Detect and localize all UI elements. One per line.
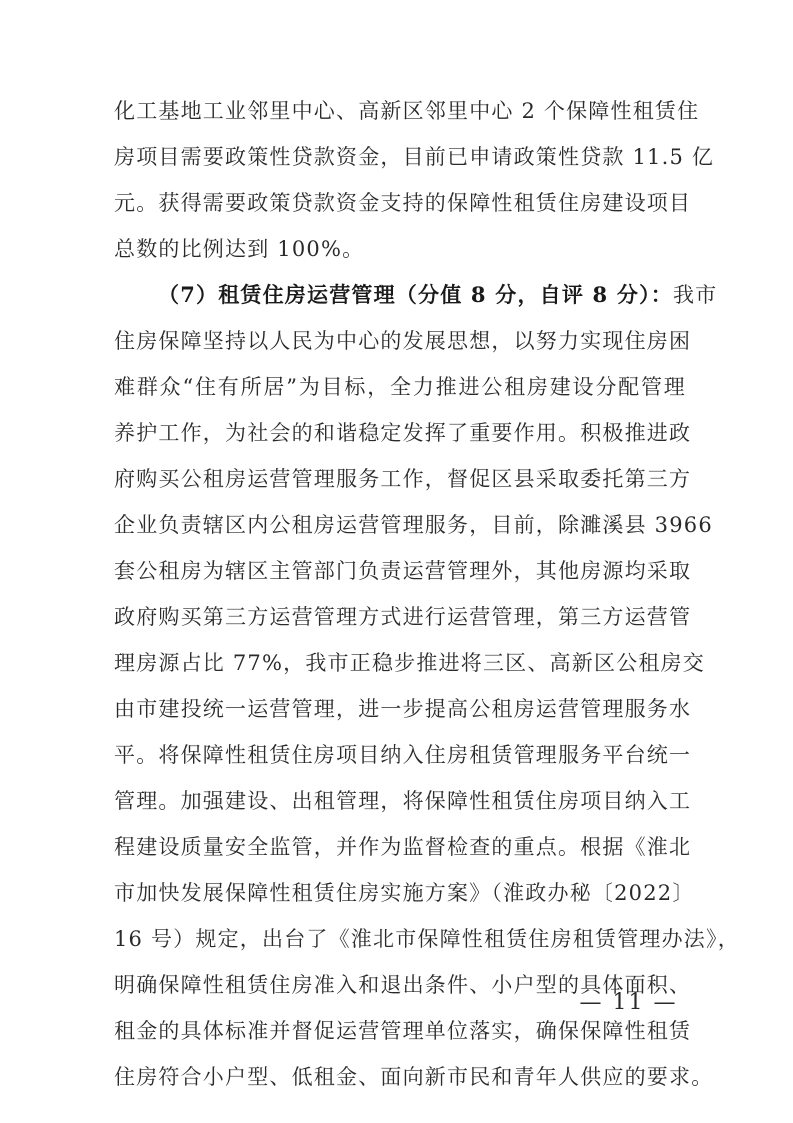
- text-line: 住房符合小户型、低租金、面向新市民和青年人供应的要求。: [114, 1065, 714, 1089]
- paragraph-2: [114, 272, 740, 1100]
- text-line: 住房保障坚持以人民为中心的发展思想，以努力实现住房困: [114, 329, 692, 353]
- document-body: [114, 88, 740, 1100]
- text-line: 套公租房为辖区主管部门负责运营管理外，其他房源均采取: [114, 559, 692, 583]
- text-line: 明确保障性租赁住房准入和退出条件、小户型的具体面积、: [114, 973, 692, 997]
- page-number-text: — 11 —: [579, 990, 678, 1015]
- section-heading: （7）租赁住房运营管理（分值 8 分，自评 8 分）：: [158, 282, 673, 307]
- text-line: 养护工作，为社会的和谐稳定发挥了重要作用。积极推进政: [114, 421, 692, 445]
- text-line: 由市建投统一运营管理，进一步提高公租房运营管理服务水: [114, 697, 692, 721]
- text-line: 元。获得需要政策贷款资金支持的保障性租赁住房建设项目: [114, 191, 692, 215]
- text-line: 程建设质量安全监管，并作为监督检查的重点。根据《淮北: [114, 835, 692, 859]
- text-line: 政府购买第三方运营管理方式进行运营管理，第三方运营管: [114, 605, 692, 629]
- page-number: [0, 990, 793, 1015]
- text-line: 16 号）规定，出台了《淮北市保障性租赁住房租赁管理办法》，: [114, 927, 740, 951]
- text-line: 租金的具体标准并督促运营管理单位落实，确保保障性租赁: [114, 1019, 692, 1043]
- text-line: 化工基地工业邻里中心、高新区邻里中心 2 个保障性租赁住: [114, 99, 700, 123]
- text-line: 府购买公租房运营管理服务工作，督促区县采取委托第三方: [114, 467, 692, 491]
- section-heading-line: [114, 272, 718, 318]
- paragraph-1: [114, 88, 715, 272]
- text-line: 平。将保障性租赁住房项目纳入住房租赁管理服务平台统一: [114, 743, 692, 767]
- text-line: 总数的比例达到 100%。: [114, 237, 365, 261]
- text-line: 难群众“住有所居”为目标，全力推进公租房建设分配管理: [114, 375, 686, 399]
- text-line: 房项目需要政策性贷款资金，目前已申请政策性贷款 11.5 亿: [114, 145, 715, 169]
- text-line: 管理。加强建设、出租管理，将保障性租赁住房项目纳入工: [114, 789, 692, 813]
- heading-line-continuation: 我市: [672, 283, 718, 307]
- text-line: 理房源占比 77%，我市正稳步推进将三区、高新区公租房交: [114, 651, 705, 675]
- text-line: 企业负责辖区内公租房运营管理服务，目前，除濉溪县 3966: [114, 513, 713, 537]
- text-line: 市加快发展保障性租赁住房实施方案》（淮政办秘〔2022〕: [114, 881, 695, 905]
